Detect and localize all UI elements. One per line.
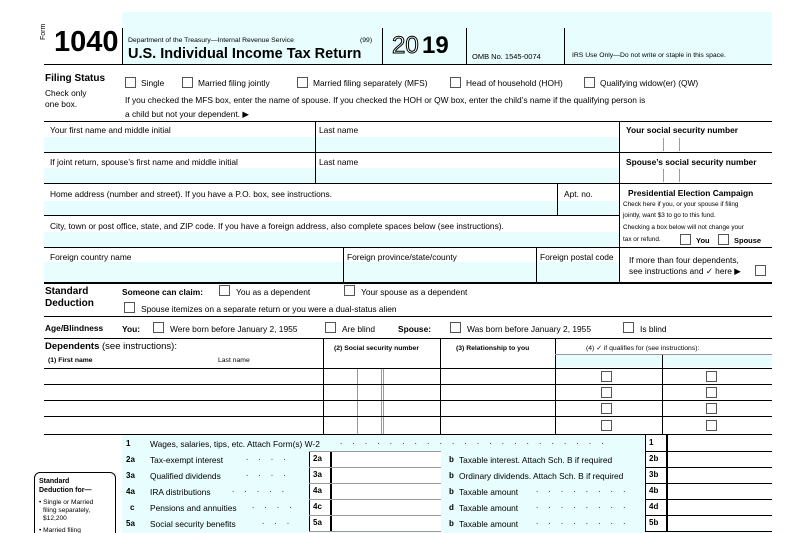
campaign-you-checkbox[interactable]	[680, 234, 691, 245]
ssn-label: Your social security number	[626, 125, 739, 135]
year-bold: 19	[422, 32, 449, 59]
sidebar-title-1: Standard	[39, 478, 70, 485]
city-input[interactable]	[46, 232, 618, 247]
dependents-col-ssn: (2) Social security number	[334, 345, 419, 352]
line-5a-number: 5a	[126, 519, 135, 528]
standard-deduction-heading-2: Deduction	[45, 298, 94, 309]
line-4a-number: 4a	[126, 487, 135, 496]
form-number: 1040	[54, 26, 119, 58]
more-dependents-2: see instructions and ✓ here ▶	[629, 266, 741, 276]
single-label: Single	[141, 78, 165, 88]
you-dependent-label: You as a dependent	[236, 287, 311, 297]
more-dependents-1: If more than four dependents,	[629, 255, 739, 265]
sidebar-item-4: • Married filing	[39, 527, 81, 533]
dependent-4-child-credit-checkbox[interactable]	[601, 420, 612, 431]
spouse-first-name-input[interactable]	[46, 168, 314, 183]
head-of-household-label: Head of household (HOH)	[466, 78, 563, 88]
line-5b-amount[interactable]	[667, 515, 772, 531]
filing-status-note-2: one box.	[45, 99, 78, 109]
line-1-text: Wages, salaries, tips, etc. Attach Form(s) W-2	[150, 439, 320, 449]
line-4a-amount[interactable]	[331, 483, 441, 499]
line-1-dots: . . . . . . . . . . . . . . . . . . . . . .	[340, 437, 608, 446]
last-name-input[interactable]	[317, 137, 617, 152]
foreign-postal-input[interactable]	[538, 264, 618, 281]
line-2a-dots: . . . .	[246, 453, 290, 462]
head-of-household-checkbox[interactable]	[450, 77, 461, 88]
dependent-3-child-credit-checkbox[interactable]	[601, 403, 612, 414]
line-4b-text: Taxable amount	[459, 487, 519, 497]
dependent-row-4[interactable]	[46, 417, 322, 434]
foreign-province-input[interactable]	[345, 264, 535, 281]
dependents-col-relationship: (3) Relationship to you	[456, 345, 530, 352]
married-jointly-label: Married filing jointly	[198, 78, 270, 88]
apt-no-label: Apt. no.	[564, 189, 593, 199]
sidebar-item-3: $12,200	[43, 515, 67, 522]
home-address-label: Home address (number and street). If you have a P.O. box, see instructions.	[50, 189, 332, 199]
dependents-heading-rest: (see instructions):	[99, 341, 177, 352]
line-2a-code: 2a	[309, 451, 331, 467]
first-name-label: Your first name and middle initial	[50, 125, 171, 135]
line-2b-code: 2b	[645, 451, 667, 467]
form-code: (99)	[360, 37, 373, 44]
home-address-input[interactable]	[46, 200, 556, 215]
married-separately-checkbox[interactable]	[297, 77, 308, 88]
form-word: Form	[40, 23, 47, 40]
campaign-spouse-checkbox[interactable]	[718, 234, 729, 245]
line-4c-number: c	[130, 503, 135, 512]
line-4d-letter: d	[449, 503, 454, 512]
spouse-itemizes-label: Spouse itemizes on a separate return or you were a dual-status alien	[141, 304, 397, 314]
mfs-name-field[interactable]	[272, 106, 772, 118]
campaign-title: Presidential Election Campaign	[628, 188, 754, 198]
line-2a-amount[interactable]	[331, 451, 441, 467]
line-4c-text: Pensions and annuities	[150, 503, 237, 513]
line-4a-text: IRA distributions	[150, 487, 211, 497]
line-2b-amount[interactable]	[667, 451, 772, 467]
line-5a-dots: . . .	[262, 517, 294, 526]
foreign-country-input[interactable]	[46, 264, 342, 281]
line-3a-text: Qualified dividends	[150, 471, 221, 481]
omb-number: OMB No. 1545-0074	[472, 52, 541, 61]
campaign-you-label: You	[696, 236, 710, 245]
dependent-2-other-credit-checkbox[interactable]	[706, 387, 717, 398]
apt-no-input[interactable]	[559, 200, 618, 215]
married-separately-label: Married filing separately (MFS)	[313, 78, 428, 88]
line-5a-amount[interactable]	[331, 515, 441, 531]
sidebar-title-2: Deduction for—	[39, 487, 92, 494]
age-spouse-label: Spouse:	[398, 324, 432, 334]
spouse-ssn-input[interactable]	[621, 168, 771, 183]
line-4c-dots: . . . .	[252, 501, 296, 510]
age-blindness-heading: Age/Blindness	[45, 323, 104, 333]
year-outline: 20	[392, 32, 419, 59]
campaign-text-3: Checking a box below will not change your	[623, 224, 744, 231]
single-checkbox[interactable]	[125, 77, 136, 88]
line-5a-text: Social security benefits	[150, 519, 236, 529]
form-title: U.S. Individual Income Tax Return	[128, 46, 362, 62]
you-born-before-checkbox[interactable]	[153, 322, 164, 333]
spouse-dependent-checkbox[interactable]	[344, 285, 355, 296]
line-1-number: 1	[126, 439, 131, 448]
line-4d-amount[interactable]	[667, 499, 772, 515]
foreign-postal-label: Foreign postal code	[540, 252, 614, 262]
standard-deduction-heading-1: Standard	[45, 286, 89, 297]
line-4b-amount[interactable]	[667, 483, 772, 499]
first-name-input[interactable]	[46, 137, 314, 152]
more-dependents-checkbox[interactable]	[755, 265, 766, 276]
someone-can-claim-label: Someone can claim:	[122, 287, 203, 297]
line-2b-text: Taxable interest. Attach Sch. B if required	[459, 455, 613, 465]
age-you-label: You:	[122, 324, 140, 334]
filing-status-heading: Filing Status	[45, 73, 105, 84]
line-1-code: 1	[645, 435, 667, 451]
dependents-col-last-name: Last name	[218, 357, 250, 364]
spouse-ssn-label: Spouse’s social security number	[626, 157, 757, 167]
line-2b-letter: b	[449, 455, 454, 464]
line-4d-code: 4d	[645, 499, 667, 515]
you-blind-label: Are blind	[342, 324, 376, 334]
dependents-heading	[45, 341, 177, 352]
ssn-input[interactable]	[621, 137, 771, 152]
spouse-blind-label: Is blind	[640, 324, 667, 334]
line-3a-amount[interactable]	[331, 467, 441, 483]
spouse-last-name-label: Last name	[319, 157, 359, 167]
line-4b-code: 4b	[645, 483, 667, 499]
line-5b-text: Taxable amount	[459, 519, 519, 529]
qualifying-widow-checkbox[interactable]	[584, 77, 595, 88]
dependents-heading-bold: Dependents	[45, 341, 100, 352]
you-dependent-checkbox[interactable]	[219, 285, 230, 296]
line-3b-text: Ordinary dividends. Attach Sch. B if required	[459, 471, 624, 481]
line-3a-code: 3a	[309, 467, 331, 483]
line-3b-letter: b	[449, 471, 454, 480]
filing-status-instruction-2: a child but not your dependent. ▶	[125, 109, 249, 119]
line-3a-dots: . . . .	[246, 469, 290, 478]
campaign-spouse-label: Spouse	[734, 236, 762, 245]
line-4c-code: 4c	[309, 499, 331, 515]
dependent-3-other-credit-checkbox[interactable]	[706, 403, 717, 414]
you-born-before-label: Were born before January 2, 1955	[170, 324, 298, 334]
dependent-row-3[interactable]	[46, 401, 322, 416]
line-5b-code: 5b	[645, 515, 667, 531]
spouse-first-name-label: If joint return, spouse’s first name and middle initial	[50, 157, 238, 167]
dependents-col-qualifies: (4) ✓ if qualifies for (see instructions):	[586, 345, 700, 352]
dependent-row-1[interactable]	[46, 369, 322, 384]
line-4b-dots: . . . . . . . .	[536, 485, 630, 494]
foreign-country-label: Foreign country name	[50, 252, 132, 262]
department-text: Department of the Treasury—Internal Revenue Service	[128, 37, 294, 44]
line-4c-amount[interactable]	[331, 499, 441, 515]
dependent-4-other-credit-checkbox[interactable]	[706, 420, 717, 431]
filing-status-note-1: Check only	[45, 88, 87, 98]
line-4d-dots: . . . . . . . .	[536, 501, 630, 510]
line-5a-code: 5a	[309, 515, 331, 531]
sidebar-item-1: • Single or Married	[39, 499, 94, 506]
dependents-col-first-name: (1) First name	[48, 357, 93, 364]
spouse-blind-checkbox[interactable]	[623, 322, 634, 333]
irs-use-only: IRS Use Only—Do not write or staple in this space.	[572, 52, 726, 59]
qualifying-widow-label: Qualifying widow(er) (QW)	[600, 78, 699, 88]
spouse-last-name-input[interactable]	[317, 168, 617, 183]
line-4a-code: 4a	[309, 483, 331, 499]
line-5b-letter: b	[449, 519, 454, 528]
last-name-label: Last name	[319, 125, 359, 135]
spouse-born-before-label: Was born before January 2, 1955	[467, 324, 591, 334]
dependent-1-other-credit-checkbox[interactable]	[706, 371, 717, 382]
line-1-amount[interactable]	[667, 435, 772, 451]
city-label: City, town or post office, state, and ZIP code. If you have a foreign address, also complete spaces below (see instructions).	[50, 221, 504, 231]
line-5b-dots: . . . . . . . .	[536, 517, 630, 526]
spouse-born-before-checkbox[interactable]	[450, 322, 461, 333]
campaign-text-4: tax or refund.	[623, 236, 661, 243]
line-4d-text: Taxable amount	[459, 503, 519, 513]
spouse-itemizes-checkbox[interactable]	[124, 302, 135, 313]
you-blind-checkbox[interactable]	[325, 322, 336, 333]
dependent-2-child-credit-checkbox[interactable]	[601, 387, 612, 398]
dependent-1-child-credit-checkbox[interactable]	[601, 371, 612, 382]
foreign-province-label: Foreign province/state/county	[347, 252, 457, 262]
line-3a-number: 3a	[126, 471, 135, 480]
line-3b-code: 3b	[645, 467, 667, 483]
dependent-row-2[interactable]	[46, 385, 322, 400]
line-2a-text: Tax-exempt interest	[150, 455, 224, 465]
line-3b-amount[interactable]	[667, 467, 772, 483]
campaign-text-2: jointly, want $3 to go to this fund.	[623, 212, 716, 219]
married-jointly-checkbox[interactable]	[182, 77, 193, 88]
line-4b-letter: b	[449, 487, 454, 496]
filing-status-instruction-1: If you checked the MFS box, enter the name of spouse. If you checked the HOH or QW box, enter the child’s name if the qualifying person is	[125, 95, 646, 105]
line-2a-number: 2a	[126, 455, 135, 464]
sidebar-item-2: filing separately,	[43, 507, 91, 514]
campaign-text-1: Check here if you, or your spouse if filing	[623, 201, 739, 208]
line-4a-dots: . . . . .	[232, 485, 289, 494]
spouse-dependent-label: Your spouse as a dependent	[361, 287, 468, 297]
